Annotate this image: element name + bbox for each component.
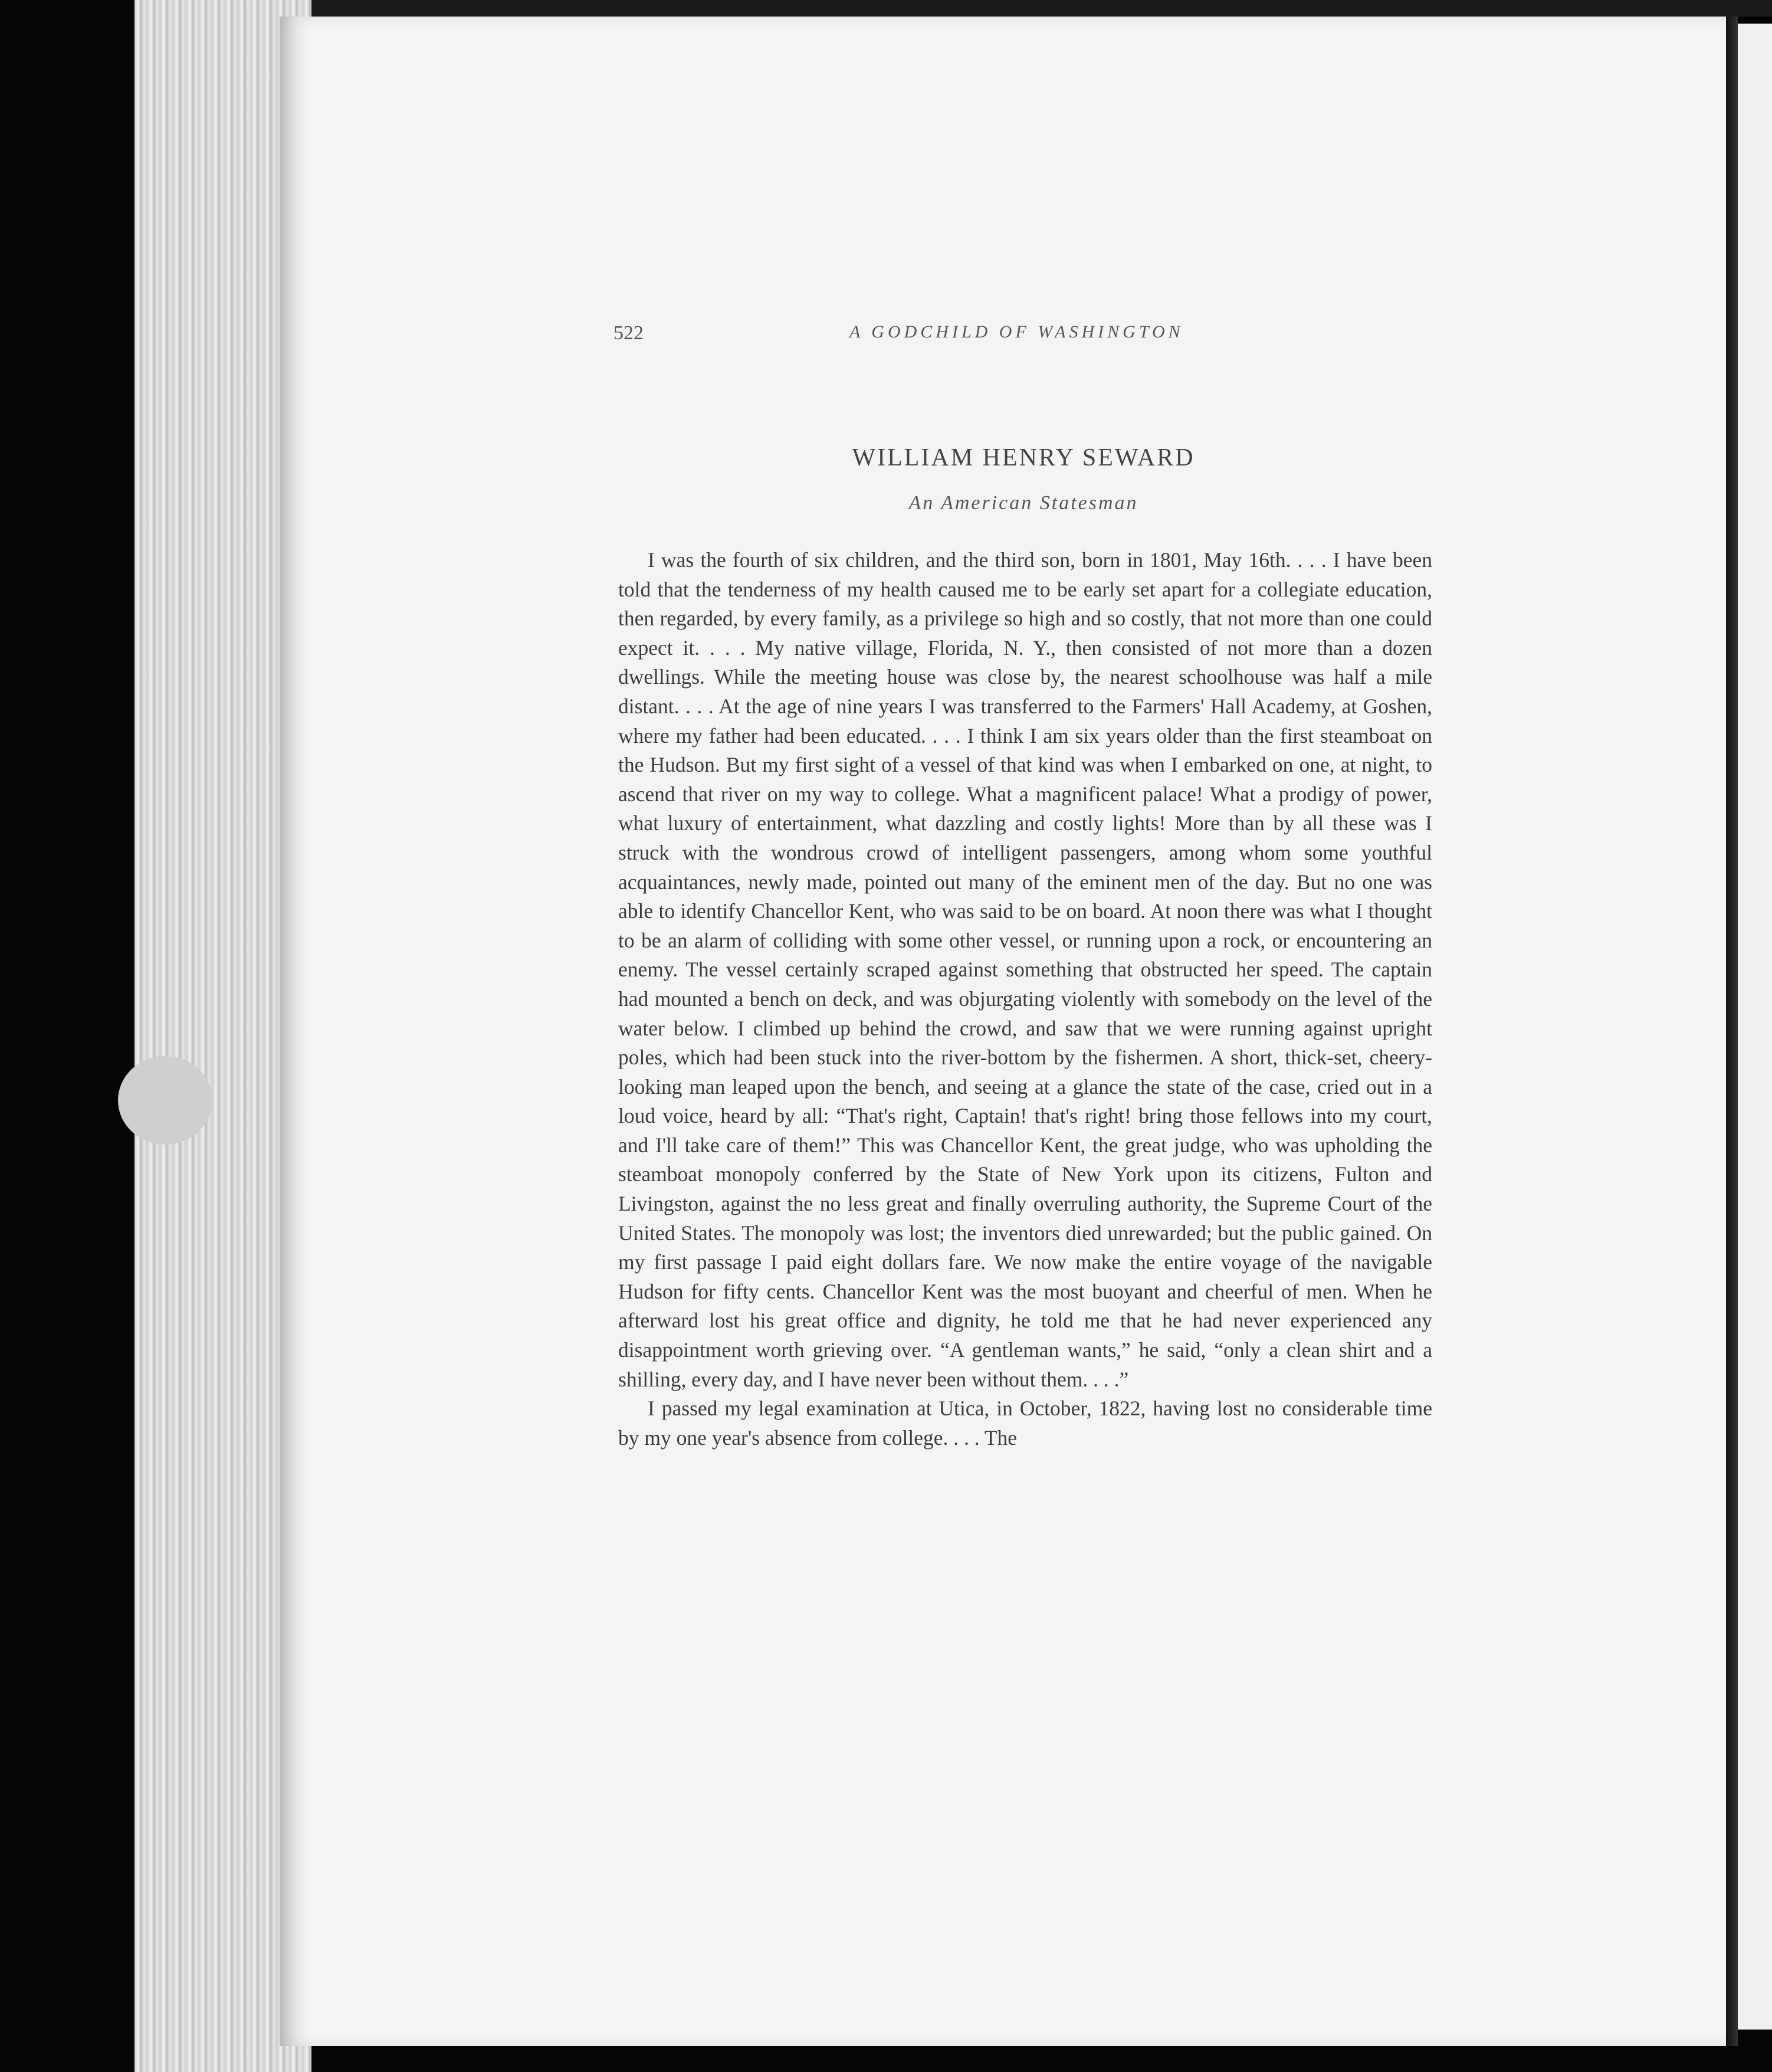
paragraph: I was the fourth of six children, and the third son, born in 1801, May 16th. . . . I have been told that the tenderness of my health caused me to be early set apart for a collegiate education, then regarded, by every family, as a privilege so high and so costly, that not more than one could expect it. . . . My native village, Florida, N. Y., then consisted of not more than a dozen dwellings. While the meeting house was close by, the nearest schoolhouse was half a mile distant. . . . At the age of nine years I was transferred to the Farmers' Hall Academy, at Goshen, where my father had been educated. . . . I think I am six years older than the first steamboat on the Hudson. But my first sight of a vessel of that kind was when I embarked on one, at night, to ascend that river on my way to college. What a magnificent palace! What a prodigy of power, what luxury of entertainment, what dazzling and costly lights! More than by all these was I struck with the wondrous crowd of intelligent passengers, among whom some youthful acquaintances, newly made, pointed out many of the eminent men of the day. But no one was able to identify Chancellor Kent, who was said to be on board. At noon there was what I thought to be an alarm of colliding with some other vessel, or running upon a rock, or encountering an enemy. The vessel certainly scraped against something that obstructed her speed. The captain had mounted a bench on deck, and was objurgating violently with somebody on the level of the water below. I climbed up behind the crowd, and saw that we were running against upright poles, which had been stuck into the river-bottom by the fishermen. A short, thick-set, cheery-looking man leaped upon the bench, and seeing at a glance the state of the case, cried out in a loud voice, heard by all: “That's right, Captain! that's right! bring those fellows into my court, and I'll take care of them!” This was Chancellor Kent, the great judge, who was upholding the steamboat monopoly conferred by the State of New York upon its citizens, Fulton and Livingston, against the no less great and finally overruling authority, the Supreme Court of the United States. The monopoly was lost; the inventors died unrewarded; but the public gained. On my first passage I paid eight dollars fare. We now make the entire voyage of the navigable Hudson for fifty cents. Chancellor Kent was the most buoyant and cheerful of men. When he afterward lost his great office and dignity, he told me that he had never experienced any disappointment worth grieving over. “A gentleman wants,” he said, “only a clean shirt and a shilling, every day, and I have never been without them. . . .” <box>618 548 1432 1391</box>
paragraph: I passed my legal examination at Utica, in October, 1822, having lost no considerable time by my one year's absence from college. . . . The <box>618 1396 1432 1450</box>
next-page-edge <box>1738 24 1772 2030</box>
running-head-title: A GODCHILD OF WASHINGTON <box>849 322 1184 342</box>
article-title: WILLIAM HENRY SEWARD <box>852 444 1195 471</box>
page-number: 522 <box>613 322 644 344</box>
article-body <box>618 546 1432 1453</box>
running-head <box>613 322 1439 346</box>
scan-top-edge <box>280 0 1772 17</box>
article-subtitle: An American Statesman <box>908 492 1138 514</box>
book-gutter-shadow <box>1726 17 1738 2046</box>
paper-stain <box>118 1056 212 1145</box>
